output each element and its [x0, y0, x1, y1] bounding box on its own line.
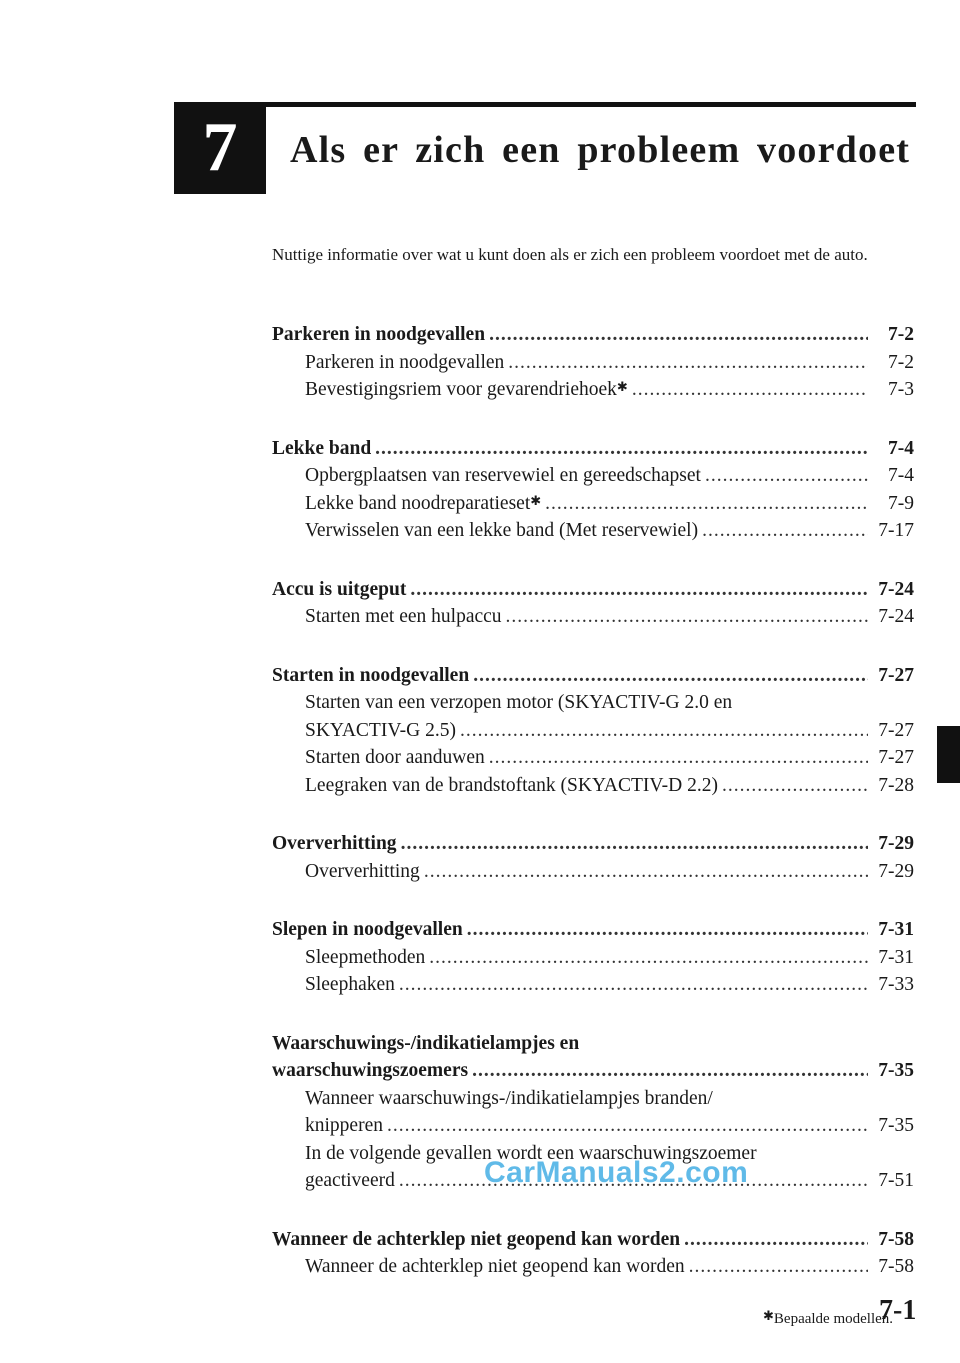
header-rule [174, 102, 916, 107]
dot-leader [489, 744, 868, 772]
toc-section-page: 7-24 [878, 578, 914, 600]
toc-section-page: 7-31 [878, 919, 914, 940]
toc-section-page: 7-58 [878, 1228, 914, 1250]
toc-section-row[interactable] [272, 916, 914, 944]
toc-item-line: In de volgende gevallen wordt een waarschuwingszoemer [305, 1142, 757, 1164]
toc-section-row[interactable] [272, 435, 914, 463]
toc-item-title [305, 772, 718, 800]
chapter-side-tab [937, 726, 960, 783]
toc-section-title-line: Waarschuwings-/indikatielampjes en [272, 1032, 580, 1054]
toc-item-row[interactable] [272, 858, 914, 886]
toc-item-row[interactable] [272, 517, 914, 545]
toc-section-page: 7-35 [878, 1060, 914, 1081]
table-of-contents [272, 321, 914, 1281]
toc-item-page: 7-35 [878, 1115, 914, 1136]
toc-section [272, 830, 914, 885]
dot-leader [722, 772, 868, 800]
toc-item-title [305, 490, 541, 518]
toc-section [272, 321, 914, 404]
asterisk-icon: ✱ [530, 492, 542, 508]
toc-item-text: Oververhitting [305, 860, 420, 882]
toc-item-line: Starten van een verzopen motor (SKYACTIV-G 2.0 en [305, 692, 733, 713]
dot-leader [399, 971, 868, 999]
toc-item-text: Sleephaken [305, 974, 395, 995]
toc-section-page: 7-2 [888, 324, 914, 345]
toc-section-title: Accu is uitgeput [272, 578, 407, 600]
toc-item-row[interactable] [272, 462, 914, 490]
watermark-logo: CarManuals2.com [484, 1156, 749, 1189]
toc-section-row[interactable] [272, 321, 914, 349]
toc-section [272, 435, 914, 545]
toc-section [272, 1226, 914, 1281]
toc-item-row[interactable] [272, 603, 914, 631]
toc-item-row[interactable] [272, 349, 914, 377]
toc-section-row[interactable] [272, 1226, 914, 1254]
toc-section [272, 916, 914, 999]
asterisk-icon: ✱ [763, 1308, 774, 1323]
toc-item-title [305, 1167, 395, 1195]
toc-item-row[interactable] [272, 744, 914, 772]
toc-item-row[interactable] [272, 490, 914, 518]
toc-item-row[interactable] [272, 1112, 914, 1140]
toc-item-page: 7-58 [878, 1256, 914, 1277]
footer-note-text: Bepaalde modellen. [773, 1311, 894, 1327]
toc-item-title [305, 462, 701, 490]
toc-item-row[interactable] [272, 1253, 914, 1281]
toc-section-row[interactable] [272, 830, 914, 858]
dot-leader [684, 1226, 868, 1254]
toc-item-page: 7-27 [878, 747, 914, 768]
toc-item-title [305, 858, 420, 886]
asterisk-icon: ✱ [616, 379, 628, 394]
dot-leader [387, 1112, 868, 1140]
toc-item-row[interactable] [272, 772, 914, 800]
toc-item-page: 7-3 [888, 379, 914, 400]
dot-leader [689, 1253, 868, 1281]
toc-item-title [305, 744, 485, 772]
toc-item-text: Wanneer de achterklep niet geopend kan worden [305, 1256, 685, 1277]
toc-section-title: waarschuwingszoemers [272, 1060, 469, 1081]
toc-item-text: Lekke band noodreparatieset [305, 492, 531, 514]
toc-section-row[interactable] [272, 1057, 914, 1085]
toc-item-text: Starten door aanduwen [305, 747, 485, 768]
toc-item-row[interactable] [272, 971, 914, 999]
dot-leader [632, 376, 868, 404]
toc-item-title [305, 376, 628, 404]
toc-item-title [305, 944, 425, 972]
page-number: 7-1 [879, 1295, 917, 1326]
toc-item-text: Verwisselen van een lekke band (Met reservewiel) [305, 520, 699, 541]
dot-leader [489, 321, 868, 349]
toc-section-page: 7-27 [878, 664, 914, 686]
dot-leader [545, 490, 868, 518]
toc-item-page: 7-28 [878, 774, 914, 796]
toc-item-title [305, 349, 504, 377]
toc-item-page: 7-31 [878, 946, 914, 968]
toc-item-text: geactiveerd [305, 1170, 395, 1191]
toc-section-row[interactable] [272, 576, 914, 604]
dot-leader [508, 349, 868, 377]
dot-leader [506, 603, 868, 631]
toc-section [272, 576, 914, 631]
toc-item-line: Wanneer waarschuwings-/indikatielampjes branden/ [305, 1087, 713, 1109]
toc-item-page: 7-51 [878, 1170, 914, 1191]
toc-item-text: Leegraken van de brandstoftank (SKYACTIV-D 2.2) [305, 774, 719, 796]
toc-item-text: knipperen [305, 1115, 383, 1136]
chapter-number: 7 [202, 109, 238, 186]
toc-item-title [305, 717, 456, 745]
toc-section [272, 662, 914, 800]
footer-note [763, 1308, 894, 1328]
toc-item-row[interactable] [272, 717, 914, 745]
toc-section-title: Lekke band [272, 437, 372, 459]
chapter-number-box [174, 102, 266, 194]
dot-leader [401, 830, 868, 858]
toc-item-title [305, 1112, 383, 1140]
chapter-title: Als er zich een probleem voordoet [290, 129, 911, 171]
toc-item-text: Starten met een hulpaccu [305, 606, 502, 627]
toc-section-page: 7-29 [878, 833, 914, 854]
dot-leader [702, 517, 868, 545]
toc-item-text: Parkeren in noodgevallen [305, 351, 505, 373]
dot-leader [424, 858, 868, 886]
dot-leader [472, 1057, 868, 1085]
toc-item-page: 7-9 [888, 492, 914, 514]
toc-item-title [305, 603, 502, 631]
toc-item-row[interactable] [272, 376, 914, 404]
dot-leader [410, 576, 868, 604]
toc-item-title [305, 517, 698, 545]
dot-leader [705, 462, 868, 490]
toc-section-title: Oververhitting [272, 833, 397, 854]
dot-leader [429, 944, 868, 972]
dot-leader [375, 435, 868, 463]
toc-section-title: Wanneer de achterklep niet geopend kan worden [272, 1228, 681, 1250]
toc-section-row[interactable] [272, 662, 914, 690]
toc-item-text: SKYACTIV-G 2.5) [305, 719, 456, 741]
dot-leader [460, 717, 868, 745]
dot-leader [473, 662, 868, 690]
toc-item-page: 7-33 [878, 974, 914, 995]
toc-section-title: Parkeren in noodgevallen [272, 324, 486, 345]
toc-item-page: 7-29 [878, 860, 914, 882]
toc-section-page: 7-4 [888, 437, 914, 459]
toc-item-page: 7-2 [888, 351, 914, 373]
toc-item-text: Bevestigingsriem voor gevarendriehoek [305, 379, 617, 400]
toc-item-text: Opbergplaatsen van reservewiel en gereedschapset [305, 465, 701, 486]
toc-item-page: 7-27 [878, 719, 914, 741]
toc-item-title [305, 1253, 685, 1281]
toc-section-title: Starten in noodgevallen [272, 664, 470, 686]
toc-item-row[interactable] [272, 944, 914, 972]
chapter-intro: Nuttige informatie over wat u kunt doen als er zich een probleem voordoet met de auto. [272, 245, 868, 264]
toc-item-text: Sleepmethoden [305, 946, 426, 968]
dot-leader [467, 916, 868, 944]
toc-item-page: 7-24 [878, 606, 914, 627]
toc-item-page: 7-4 [888, 465, 914, 486]
toc-section-title: Slepen in noodgevallen [272, 919, 463, 940]
toc-item-page: 7-17 [878, 520, 914, 541]
toc-item-title [305, 971, 395, 999]
